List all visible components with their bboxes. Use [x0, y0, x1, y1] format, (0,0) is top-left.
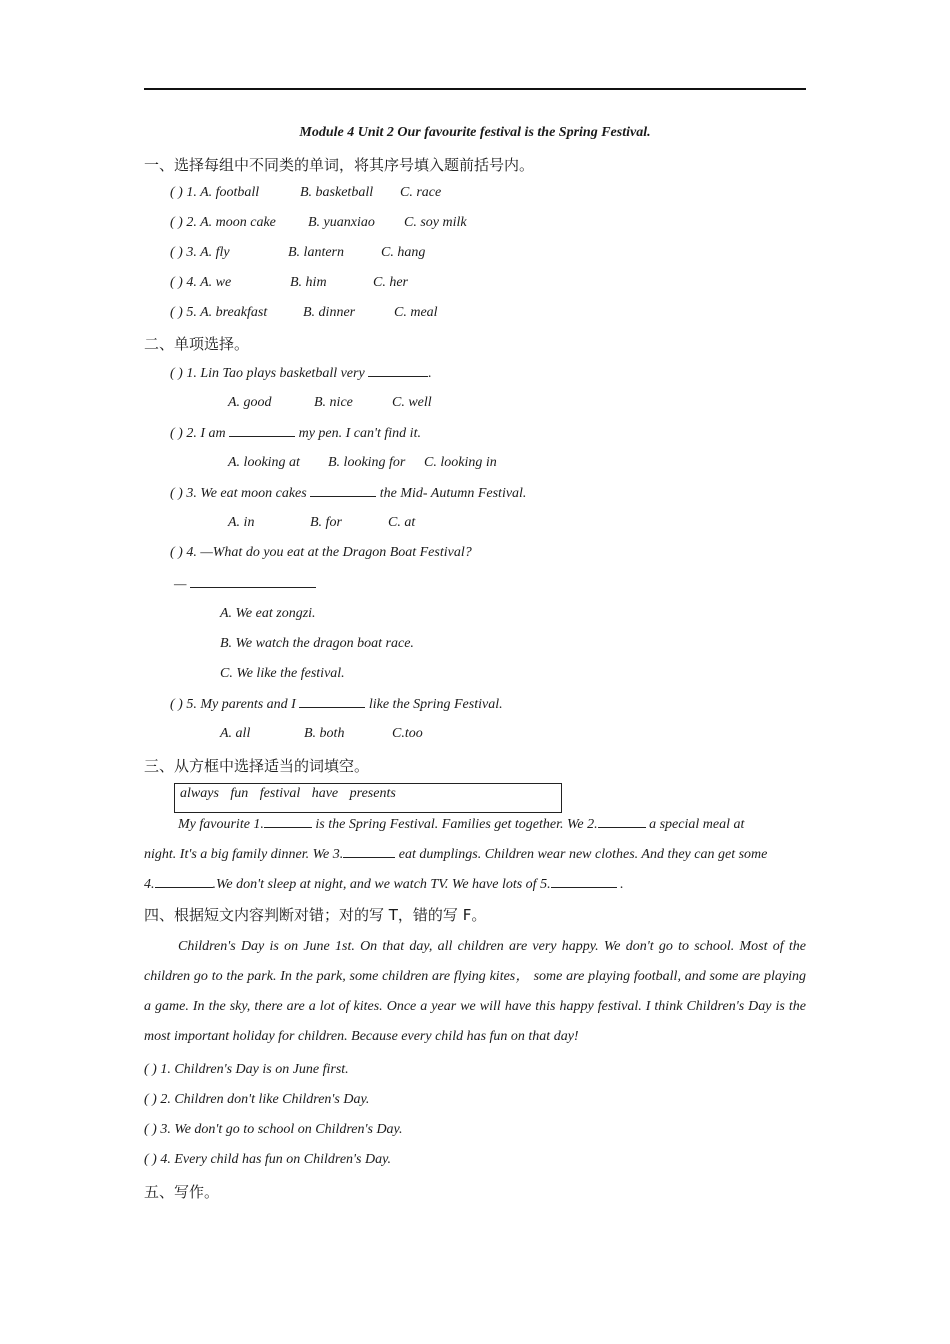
q3-text: ( ) 3. We eat moon cakes: [170, 486, 307, 501]
answer-blank[interactable]: [343, 845, 395, 858]
q2-text-end: my pen. I can't find it.: [298, 426, 421, 441]
passage-text: night. It's a big family dinner. We 3.: [144, 847, 344, 862]
q1-text-end: .: [428, 366, 432, 381]
s2-question-5: [170, 695, 503, 714]
s2-q5-options: [220, 725, 423, 743]
s3-passage-line-1: [178, 815, 744, 834]
answer-blank[interactable]: [299, 695, 365, 708]
s1-item-c: C. hang: [381, 245, 426, 260]
section-2-heading: 二、单项选择。: [144, 335, 250, 353]
word-box-words: always fun festival have presents: [180, 786, 396, 801]
s2-question-4: ( ) 4. —What do you eat at the Dragon Boat Festival?: [170, 545, 472, 560]
s1-item: [170, 304, 438, 322]
s1-item-a: ( ) 1. A. football: [170, 185, 260, 200]
s3-passage-line-3: [144, 875, 624, 894]
q3-text-end: the Mid- Autumn Festival.: [379, 486, 527, 501]
q5-text: ( ) 5. My parents and I: [170, 697, 296, 712]
option-a: A. looking at: [228, 455, 300, 470]
true-false-item: ( ) 3. We don't go to school on Children's Day.: [144, 1122, 403, 1137]
s1-item-c: C. race: [400, 185, 442, 200]
passage-text: eat dumplings. Children wear new clothes. And they can get some: [398, 847, 768, 862]
s1-item: [170, 274, 408, 292]
s1-item: [170, 184, 442, 202]
passage-text: .We don't sleep at night, and we watch TV. We have lots of 5.: [212, 877, 551, 892]
s1-item-a: ( ) 5. A. breakfast: [170, 305, 268, 320]
option-b: B. for: [310, 515, 342, 530]
answer-blank[interactable]: [155, 875, 213, 888]
option-b: B. both: [304, 726, 345, 741]
option-b: B. We watch the dragon boat race.: [220, 636, 414, 651]
q1-text: ( ) 1. Lin Tao plays basketball very: [170, 366, 365, 381]
section-4-heading: 四、根据短文内容判断对错；对的写 T，错的写 F。: [144, 906, 487, 924]
option-a: A. good: [228, 395, 272, 410]
header-rule: [144, 88, 806, 90]
option-c: C. well: [392, 395, 432, 410]
passage-text: is the Spring Festival. Families get together. We 2.: [315, 817, 598, 832]
q5-text-end: like the Spring Festival.: [368, 697, 503, 712]
answer-blank[interactable]: [368, 364, 428, 377]
s2-q3-options: [228, 514, 416, 532]
s3-passage-line-2: [144, 845, 767, 864]
s2-question-3: [170, 484, 526, 503]
q2-text: ( ) 2. I am: [170, 426, 226, 441]
option-c: C. We like the festival.: [220, 666, 345, 681]
s2-q4-answer-line: [174, 575, 316, 594]
answer-blank[interactable]: [310, 484, 376, 497]
section-1-heading: 一、选择每组中不同类的单词，将其序号填入题前括号内。: [144, 156, 535, 174]
answer-blank[interactable]: [190, 575, 316, 588]
s1-item-c: C. soy milk: [404, 215, 467, 230]
s1-item-b: B. basketball: [300, 185, 374, 200]
true-false-item: ( ) 1. Children's Day is on June first.: [144, 1062, 349, 1077]
answer-blank[interactable]: [229, 424, 295, 437]
word-box: [174, 783, 562, 813]
option-b: B. looking for: [328, 455, 406, 470]
s2-question-2: [170, 424, 421, 443]
s1-item: [170, 244, 426, 262]
true-false-item: ( ) 4. Every child has fun on Children's Day.: [144, 1152, 392, 1167]
option-c: C. looking in: [424, 455, 497, 470]
option-a: A. all: [220, 726, 251, 741]
page-title: Module 4 Unit 2 Our favourite festival is the Spring Festival.: [299, 125, 651, 140]
answer-blank[interactable]: [264, 815, 312, 828]
dash: —: [174, 577, 187, 592]
s1-item-b: B. yuanxiao: [308, 215, 375, 230]
s1-item-b: B. him: [290, 275, 327, 290]
s1-item-a: ( ) 4. A. we: [170, 275, 232, 290]
reading-passage: Children's Day is on June 1st. On that day, all children are very happy. We don't go to school. Most of the children go to the park. In the park, some children are flying kites， some are playing football, and some are playing a game. In the sky, there are a lot of kites. Once a year we will have this happy festival. I think Children's Day is the most important holiday for children. Because every child has fun on that day!: [144, 939, 806, 1044]
true-false-item: ( ) 2. Children don't like Children's Day.: [144, 1092, 370, 1107]
s1-item-c: C. her: [373, 275, 408, 290]
passage-text: My favourite 1.: [178, 817, 264, 832]
passage-text: .: [620, 877, 624, 892]
s1-item-a: ( ) 2. A. moon cake: [170, 215, 276, 230]
option-c: C. at: [388, 515, 416, 530]
option-c: C.too: [392, 726, 423, 741]
answer-blank[interactable]: [551, 875, 617, 888]
s1-item-b: B. dinner: [303, 305, 356, 320]
s1-item-b: B. lantern: [288, 245, 344, 260]
section-5-heading: 五、写作。: [144, 1183, 220, 1201]
s1-item: [170, 214, 467, 232]
option-b: B. nice: [314, 395, 353, 410]
section-3-heading: 三、从方框中选择适当的词填空。: [144, 757, 370, 775]
s2-q1-options: [228, 394, 432, 412]
s1-item-a: ( ) 3. A. fly: [170, 245, 230, 260]
option-a: A. We eat zongzi.: [220, 606, 316, 621]
passage-text: 4.: [144, 877, 155, 892]
answer-blank[interactable]: [598, 815, 646, 828]
s1-item-c: C. meal: [394, 305, 438, 320]
option-a: A. in: [228, 515, 255, 530]
s2-question-1: [170, 364, 432, 383]
passage-text: a special meal at: [649, 817, 745, 832]
s2-q2-options: [228, 454, 497, 472]
